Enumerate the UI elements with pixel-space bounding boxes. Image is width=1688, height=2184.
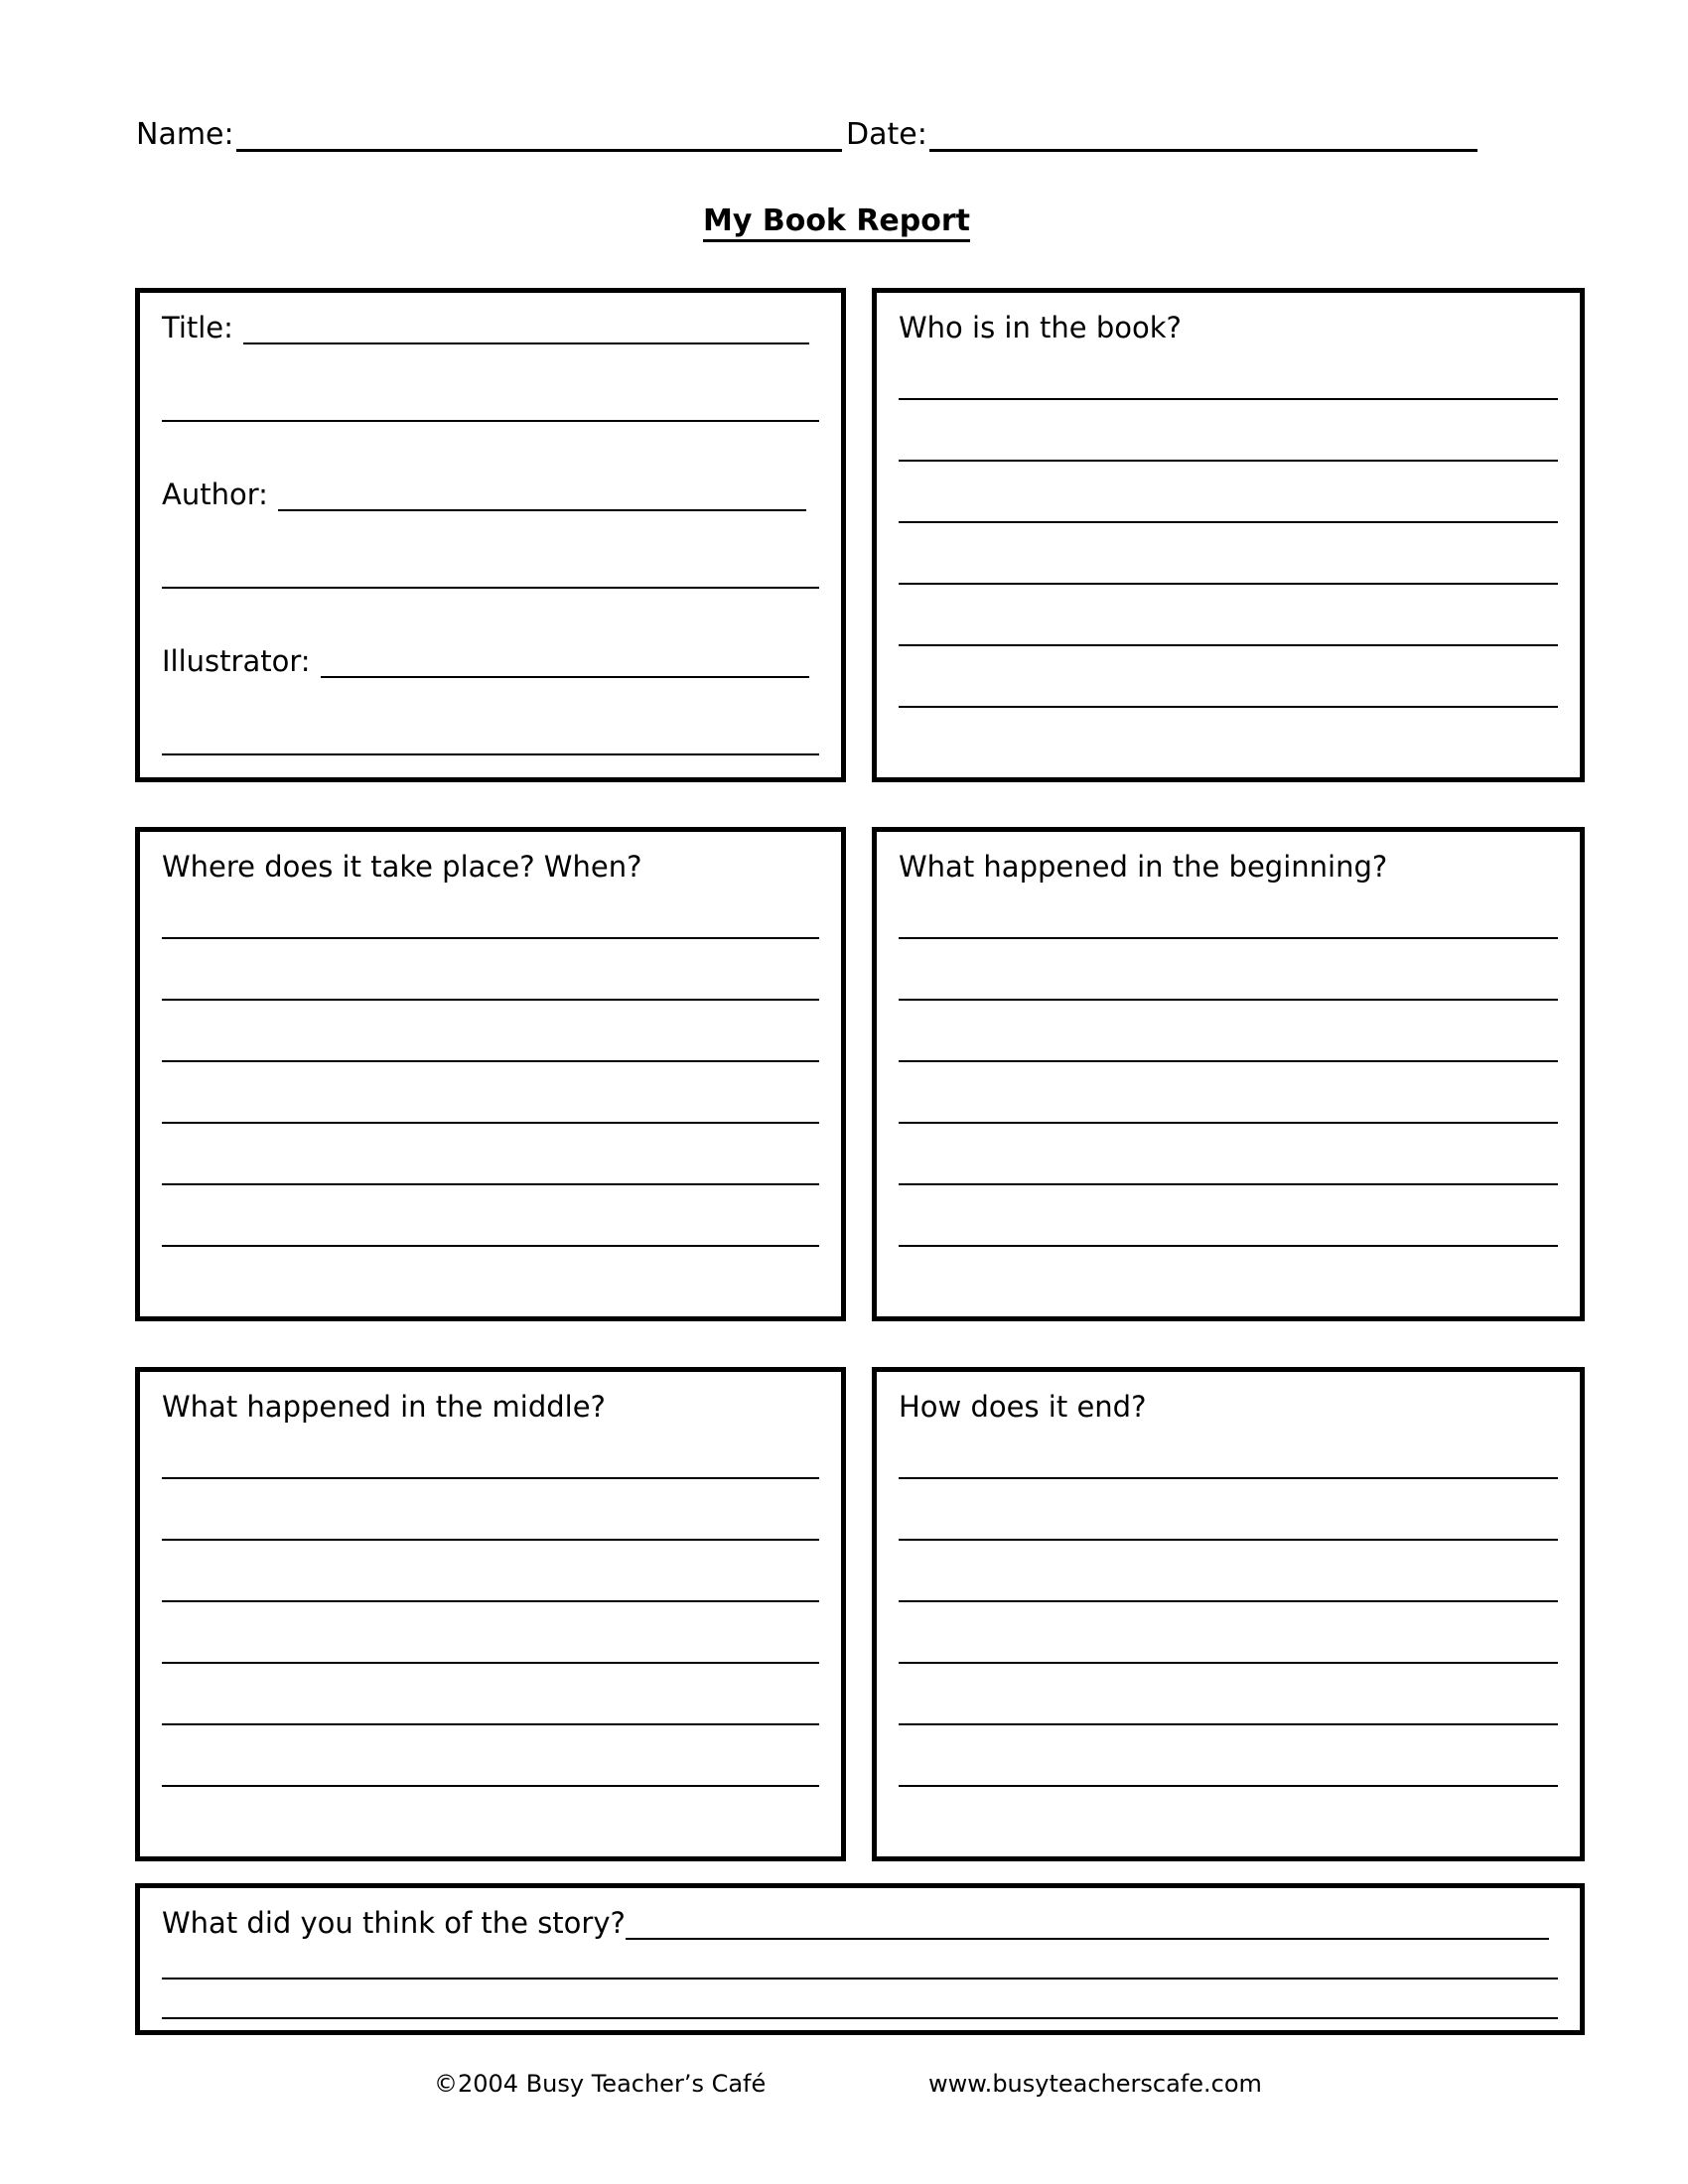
- answer-line[interactable]: [162, 1600, 819, 1602]
- answer-line[interactable]: [899, 1600, 1558, 1602]
- illustrator-label: Illustrator:: [162, 644, 311, 678]
- answer-line[interactable]: [899, 937, 1558, 939]
- opinion-box: [135, 1883, 1585, 2035]
- answer-line[interactable]: [899, 583, 1558, 585]
- characters-question: Who is in the book?: [899, 311, 1182, 344]
- answer-line[interactable]: [162, 1662, 819, 1664]
- author-label: Author:: [162, 478, 268, 511]
- answer-line[interactable]: [162, 1723, 819, 1725]
- answer-line[interactable]: [162, 1539, 819, 1541]
- setting-question: Where does it take place? When?: [162, 850, 642, 884]
- title-label: Title:: [162, 311, 233, 344]
- answer-line[interactable]: [899, 1723, 1558, 1725]
- answer-line[interactable]: [162, 999, 819, 1001]
- answer-line[interactable]: [162, 2017, 1558, 2019]
- answer-line[interactable]: [899, 460, 1558, 462]
- answer-line[interactable]: [162, 1978, 1558, 1979]
- beginning-box: [872, 827, 1585, 1321]
- answer-line[interactable]: [899, 1122, 1558, 1124]
- illustrator-line[interactable]: [321, 656, 809, 678]
- opinion-field[interactable]: [162, 1906, 1549, 1940]
- answer-line[interactable]: [899, 1785, 1558, 1787]
- answer-line[interactable]: [899, 1245, 1558, 1247]
- ending-question: How does it end?: [899, 1390, 1147, 1424]
- answer-line[interactable]: [899, 644, 1558, 646]
- author-line[interactable]: [278, 489, 806, 511]
- answer-line[interactable]: [899, 398, 1558, 400]
- title-line[interactable]: [243, 323, 809, 344]
- name-field[interactable]: [136, 117, 842, 152]
- answer-line[interactable]: [899, 706, 1558, 708]
- answer-line[interactable]: [899, 1539, 1558, 1541]
- middle-question: What happened in the middle?: [162, 1390, 606, 1424]
- answer-line[interactable]: [162, 1785, 819, 1787]
- answer-line[interactable]: [162, 587, 819, 589]
- answer-line[interactable]: [162, 420, 819, 422]
- date-label: Date:: [846, 117, 927, 152]
- answer-line[interactable]: [899, 1183, 1558, 1185]
- answer-line[interactable]: [162, 1122, 819, 1124]
- answer-line[interactable]: [899, 1662, 1558, 1664]
- opinion-line[interactable]: [626, 1918, 1549, 1940]
- setting-box: [135, 827, 846, 1321]
- answer-line[interactable]: [162, 1477, 819, 1479]
- name-label: Name:: [136, 117, 234, 152]
- author-field[interactable]: [162, 478, 806, 511]
- footer-copyright: ©2004 Busy Teacher’s Café: [434, 2070, 767, 2098]
- answer-line[interactable]: [162, 1060, 819, 1062]
- page-title: My Book Report: [0, 204, 1673, 238]
- answer-line[interactable]: [899, 521, 1558, 523]
- answer-line[interactable]: [899, 1477, 1558, 1479]
- illustrator-field[interactable]: [162, 644, 809, 678]
- title-field[interactable]: [162, 311, 809, 344]
- answer-line[interactable]: [162, 753, 819, 755]
- footer-website: www.busyteacherscafe.com: [928, 2070, 1262, 2098]
- beginning-question: What happened in the beginning?: [899, 850, 1388, 884]
- opinion-question: What did you think of the story?: [162, 1906, 626, 1940]
- answer-line[interactable]: [899, 999, 1558, 1001]
- date-field[interactable]: [846, 117, 1477, 152]
- middle-box: [135, 1367, 846, 1861]
- answer-line[interactable]: [899, 1060, 1558, 1062]
- name-line[interactable]: [236, 119, 842, 152]
- book-info-box: [135, 288, 846, 782]
- answer-line[interactable]: [162, 1183, 819, 1185]
- characters-box: [872, 288, 1585, 782]
- answer-line[interactable]: [162, 1245, 819, 1247]
- answer-line[interactable]: [162, 937, 819, 939]
- ending-box: [872, 1367, 1585, 1861]
- date-line[interactable]: [929, 119, 1477, 152]
